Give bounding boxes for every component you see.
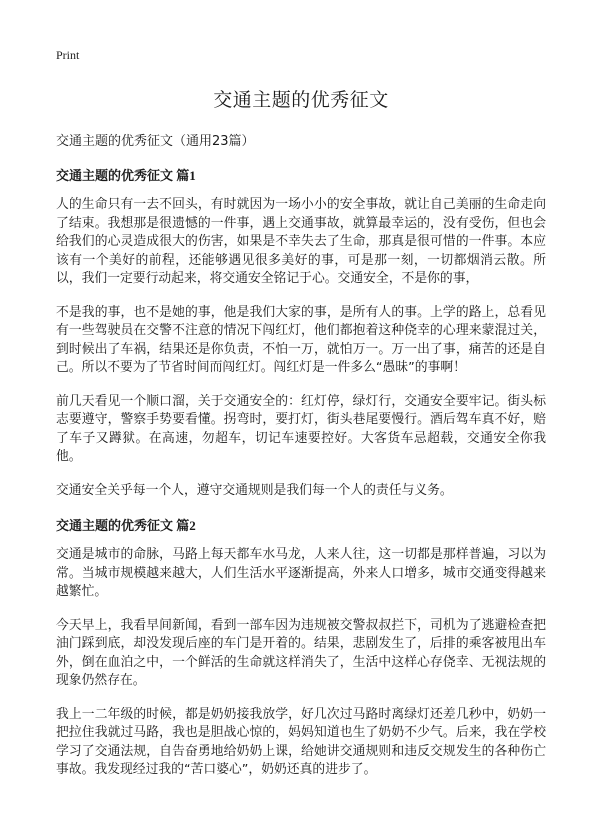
- section-heading: 交通主题的优秀征文 篇1: [56, 168, 196, 183]
- section-1: [56, 165, 546, 500]
- paragraph: 今天早上，我看早间新闻，看到一部车因为违规被交警叔叔拦下，司机为了逃避检查把油门踩到底，却没发现后座的车门是开着的。结果，悲剧发生了，后排的乘客被甩出车外，倒在血泊之中，一个鲜活的生命就这样消失了，生活中这样心存侥幸、无视法规的现象仍然存在。: [56, 617, 546, 688]
- paragraph: 前几天看见一个顺口溜，关于交通安全的：红灯停，绿灯行，交通安全要牢记。街头标志要遵守，警察手势要看懂。拐弯时，要打灯，街头巷尾要慢行。酒后驾车真不好，赔了车子又蹲狱。在高速，勿超车，切记车速要控好。大客货车忌超载，交通安全你我他。: [56, 393, 546, 464]
- print-link[interactable]: Print: [56, 48, 80, 62]
- paragraph: 交通是城市的命脉，马路上每天都车水马龙，人来人往，这一切都是那样普遍，习以为常。当城市规模越来越大，人们生活水平逐渐提高，外来人口增多，城市交通变得越来越繁忙。: [56, 547, 546, 599]
- document-subtitle: 交通主题的优秀征文（通用23篇）: [56, 134, 255, 149]
- paragraph: 交通安全关乎每一个人，遵守交通规则是我们每一个人的责任与义务。: [56, 482, 453, 498]
- paragraph: 不是我的事，也不是她的事，他是我们大家的事，是所有人的事。上学的路上，总看见有一些驾驶员在交警不注意的情况下闯红灯，他们都抱着这种侥幸的心理来蒙混过关，到时候出了车祸，结果还是你负责，不怕一万，就怕万一。万一出了事，痛苦的还是自己。所以不要为了节省时间而闯红灯。闯红灯是一件多么“愚昧”的事啊！: [56, 304, 546, 375]
- paragraph: 人的生命只有一去不回头，有时就因为一场小小的安全事故，就让自己美丽的生命走向了结束。我想那是很遗憾的一件事，遇上交通事故，就算最幸运的，没有受伤，但也会给我们的心灵造成很大的伤害，如果是不幸失去了生命，那真是很可惜的一件事。本应该有一个美好的前程，还能够遇见很多美好的事，可是那一刻，一切都烟消云散。所以，我们一定要行动起来，将交通安全铭记于心。交通安全，不是你的事，: [56, 197, 546, 286]
- page-title: 交通主题的优秀征文: [213, 89, 389, 111]
- section-heading: 交通主题的优秀征文 篇2: [56, 518, 196, 533]
- paragraph: 我上一二年级的时候，都是奶奶接我放学，好几次过马路时离绿灯还差几秒中，奶奶一把拉住我就过马路，我也是胆战心惊的，妈妈知道也生了奶奶不少气。后来，我在学校学习了交通法规，自告奋勇地给奶奶上课，给她讲交通规则和违反交规发生的各种伤亡事故。我发现经过我的“苦口婆心”，奶奶还真的进步了。: [56, 706, 546, 777]
- section-2: [56, 515, 546, 780]
